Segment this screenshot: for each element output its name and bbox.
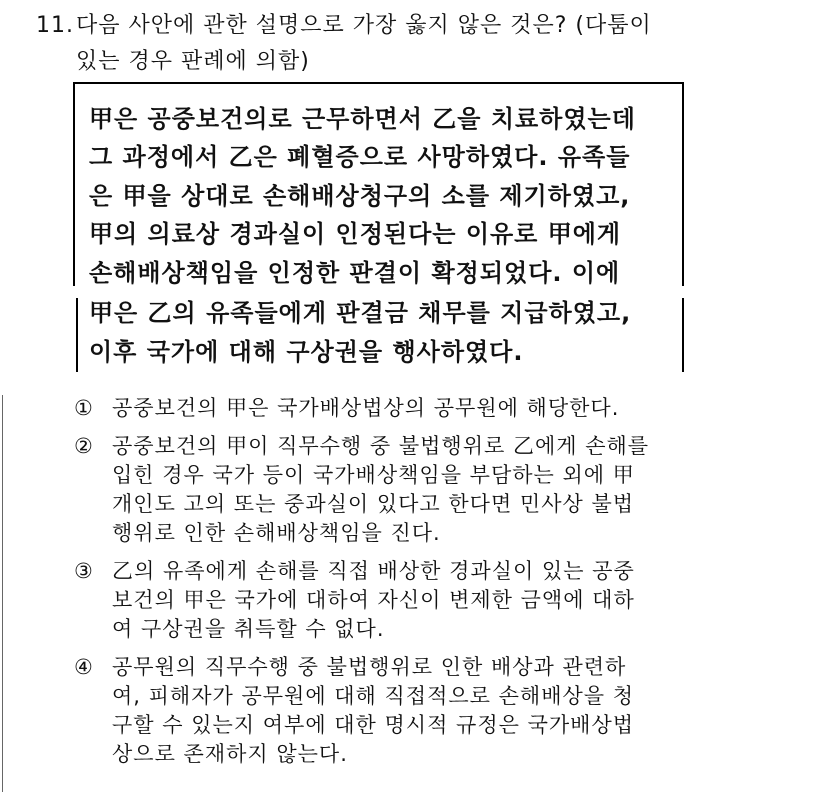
case-line: 甲의 의료상 경과실이 인정된다는 이유로 甲에게 bbox=[89, 220, 622, 248]
question-number: 11. bbox=[36, 13, 74, 38]
answer-options bbox=[74, 394, 649, 778]
option-line: 행위로 인한 손해배상책임을 진다. bbox=[112, 521, 441, 545]
case-line: 이후 국가에 대해 구상권을 행사하였다. bbox=[89, 338, 524, 366]
option-line: 구할 수 있는지 여부에 대한 명시적 규정은 국가배상법 bbox=[112, 713, 635, 737]
option-2[interactable] bbox=[74, 432, 649, 548]
option-line: 상으로 존재하지 않는다. bbox=[112, 742, 348, 766]
option-line: 개인도 고의 또는 중과실이 있다고 한다면 민사상 불법 bbox=[112, 492, 635, 516]
option-line: 보건의 甲은 국가에 대하여 자신이 변제한 금액에 대하 bbox=[112, 588, 635, 612]
option-marker: ③ bbox=[74, 559, 94, 583]
option-line: 공중보건의 甲은 국가배상법상의 공무원에 해당한다. bbox=[112, 396, 620, 420]
option-3[interactable] bbox=[74, 557, 649, 644]
option-marker: ④ bbox=[74, 655, 94, 679]
case-line: 甲은 공중보건의로 근무하면서 乙을 치료하였는데 bbox=[89, 105, 636, 133]
case-line: 甲은 乙의 유족들에게 판결금 채무를 지급하였고, bbox=[89, 299, 632, 327]
question-stem bbox=[36, 8, 652, 80]
option-line: 공무원의 직무수행 중 불법행위로 인한 배상과 관련하 bbox=[112, 655, 627, 679]
column-divider bbox=[2, 395, 3, 792]
option-1[interactable] bbox=[74, 394, 649, 423]
case-box-continued bbox=[76, 298, 684, 372]
question-stem-line: 다음 사안에 관한 설명으로 가장 옳지 않은 것은? (다툼이 bbox=[76, 13, 652, 38]
option-line: 乙의 유족에게 손해를 직접 배상한 경과실이 있는 공중 bbox=[112, 559, 635, 583]
case-box bbox=[73, 82, 684, 286]
option-line: 입힌 경우 국가 등이 국가배상책임을 부담하는 외에 甲 bbox=[112, 463, 635, 487]
case-line: 은 甲을 상대로 손해배상청구의 소를 제기하였고, bbox=[89, 182, 631, 210]
case-line: 손해배상책임을 인정한 판결이 확정되었다. 이에 bbox=[89, 259, 621, 287]
option-line: 여, 피해자가 공무원에 대해 직접적으로 손해배상을 청 bbox=[112, 684, 635, 708]
option-line: 여 구상권을 취득할 수 없다. bbox=[112, 617, 385, 641]
option-marker: ① bbox=[74, 396, 94, 420]
question-stem-line: 있는 경우 판례에 의함) bbox=[76, 49, 310, 74]
option-4[interactable] bbox=[74, 653, 649, 769]
option-line: 공중보건의 甲이 직무수행 중 불법행위로 乙에게 손해를 bbox=[112, 434, 650, 458]
option-marker: ② bbox=[74, 434, 94, 458]
case-line: 그 과정에서 乙은 폐혈증으로 사망하였다. 유족들 bbox=[89, 143, 631, 171]
